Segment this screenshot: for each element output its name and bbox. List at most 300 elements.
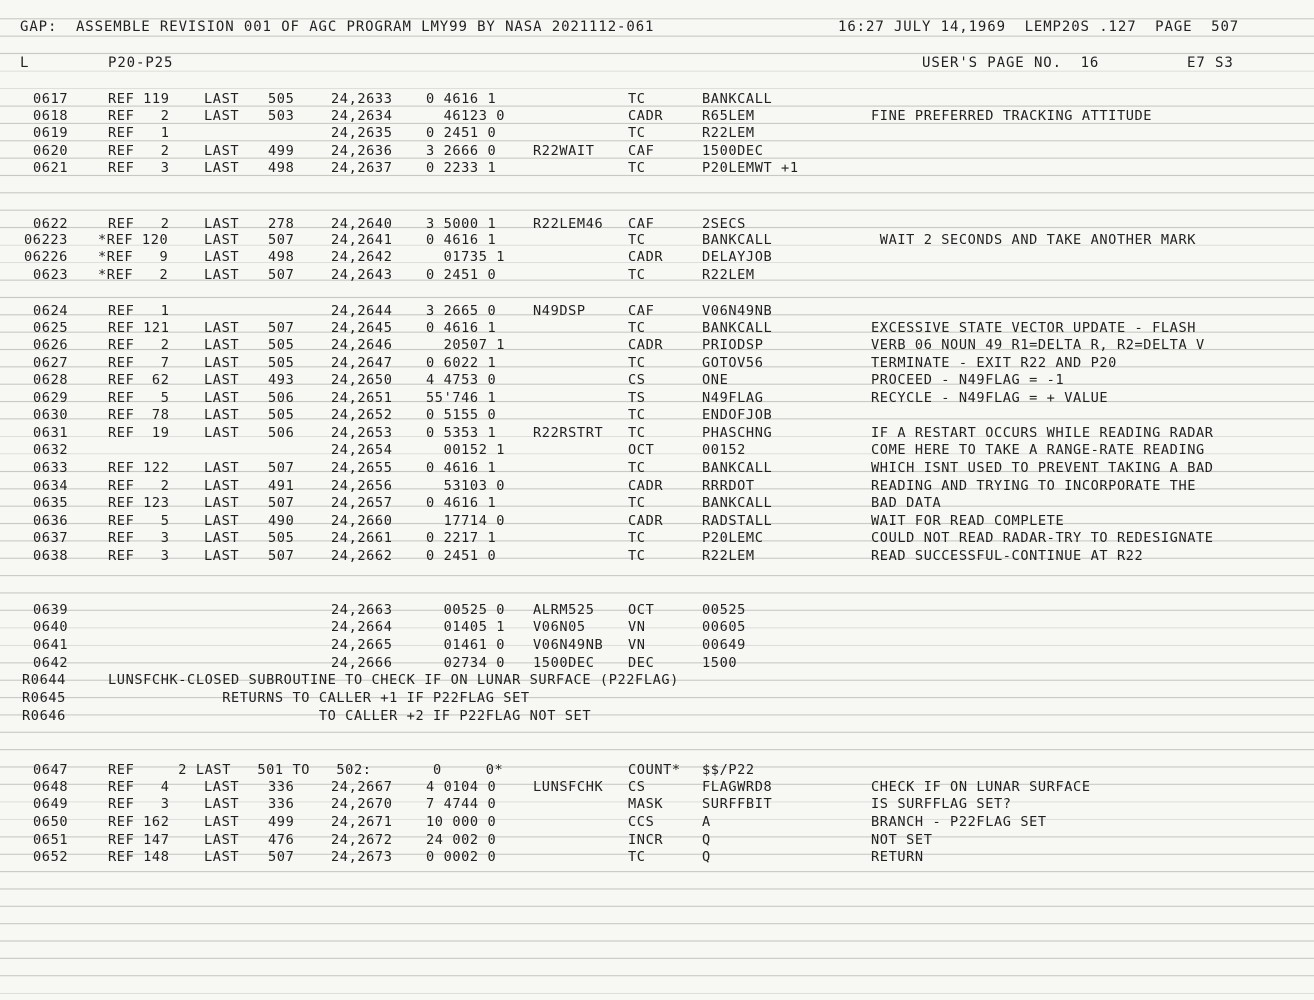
row-comment: IS SURFFLAG SET? bbox=[871, 796, 1012, 812]
row-operand: 00152 bbox=[702, 442, 746, 458]
row-op: CCS bbox=[628, 814, 655, 830]
row-ln: 0642 bbox=[33, 655, 69, 671]
row-n: 505 bbox=[268, 530, 295, 546]
row-ln: 0628 bbox=[33, 372, 69, 388]
row-operand: BANKCALL bbox=[702, 320, 773, 336]
row-operand: V06N49NB bbox=[702, 303, 773, 319]
row-ref: REF 4 bbox=[108, 779, 170, 795]
row-addr: 24,2666 bbox=[331, 655, 393, 671]
listing-row bbox=[0, 494, 1314, 512]
remark-text: LUNSFCHK-CLOSED SUBROUTINE TO CHECK IF ON LUNAR SURFACE (P22FLAG) bbox=[108, 672, 679, 688]
row-ref: REF 2 bbox=[108, 478, 170, 494]
row-operand: PRIODSP bbox=[702, 337, 764, 353]
row-op: CAF bbox=[628, 216, 655, 232]
row-op: CADR bbox=[628, 513, 664, 529]
row-comment: FINE PREFERRED TRACKING ATTITUDE bbox=[871, 108, 1153, 124]
row-operand: Q bbox=[702, 849, 711, 865]
row-n: 506 bbox=[268, 390, 295, 406]
row-op: TC bbox=[628, 125, 646, 141]
row-code: 0 2451 0 bbox=[426, 548, 497, 564]
remark-row bbox=[0, 707, 1314, 725]
row-code: 4 0104 0 bbox=[426, 779, 497, 795]
row-addr: 24,2654 bbox=[331, 442, 393, 458]
row-op: TC bbox=[628, 91, 646, 107]
row-last: LAST bbox=[204, 216, 240, 232]
row-code: 3 2665 0 bbox=[426, 303, 497, 319]
row-addr: 24,2642 bbox=[331, 249, 393, 265]
row-last: LAST bbox=[204, 372, 240, 388]
listing-row bbox=[0, 778, 1314, 796]
row-op: TC bbox=[628, 548, 646, 564]
row-operand: 2SECS bbox=[702, 216, 746, 232]
row-n: 507 bbox=[268, 460, 295, 476]
row-op: OCT bbox=[628, 442, 655, 458]
row-operand: R22LEM bbox=[702, 548, 755, 564]
row-addr: 24,2651 bbox=[331, 390, 393, 406]
row-code: 46123 0 bbox=[426, 108, 506, 124]
row-addr: 24,2660 bbox=[331, 513, 393, 529]
row-code: 20507 1 bbox=[426, 337, 506, 353]
row-last: LAST bbox=[204, 232, 240, 248]
row-last: LAST bbox=[204, 249, 240, 265]
row-ln: 0620 bbox=[33, 143, 69, 159]
row-ref: REF 7 bbox=[108, 355, 170, 371]
row-n: 278 bbox=[268, 216, 295, 232]
remark-line-number: R0646 bbox=[22, 708, 66, 724]
row-ln: 0629 bbox=[33, 390, 69, 406]
row-ref: REF 2 bbox=[108, 337, 170, 353]
row-ref: REF 5 bbox=[108, 390, 170, 406]
listing-row bbox=[0, 654, 1314, 672]
row-ref: REF 2 bbox=[108, 143, 170, 159]
row-addr: 24,2663 bbox=[331, 602, 393, 618]
row-addr: 24,2634 bbox=[331, 108, 393, 124]
row-ref: REF 3 bbox=[108, 160, 170, 176]
row-operand: P20LEMC bbox=[702, 530, 764, 546]
listing-row bbox=[0, 636, 1314, 654]
row-ln: 0641 bbox=[33, 637, 69, 653]
row-ln: 0624 bbox=[33, 303, 69, 319]
row-comment: WHICH ISNT USED TO PREVENT TAKING A BAD bbox=[871, 460, 1214, 476]
remark-row bbox=[0, 671, 1314, 689]
row-op: DEC bbox=[628, 655, 655, 671]
listing-row bbox=[0, 795, 1314, 813]
row-label: V06N49NB bbox=[533, 637, 604, 653]
row-n: 498 bbox=[268, 160, 295, 176]
row-op: MASK bbox=[628, 796, 664, 812]
row-last: LAST bbox=[204, 355, 240, 371]
row-ln: 06223 bbox=[24, 232, 68, 248]
row-operand: R65LEM bbox=[702, 108, 755, 124]
row-op: CADR bbox=[628, 249, 664, 265]
row-op: CAF bbox=[628, 303, 655, 319]
listing-row bbox=[0, 159, 1314, 177]
row-label: V06N05 bbox=[533, 619, 586, 635]
row-n: 507 bbox=[268, 267, 295, 283]
row-code: 4 4753 0 bbox=[426, 372, 497, 388]
row-op: TS bbox=[628, 390, 646, 406]
row-operand: Q bbox=[702, 832, 711, 848]
row-operand: SURFFBIT bbox=[702, 796, 773, 812]
row-last: LAST bbox=[204, 425, 240, 441]
row-code: 53103 0 bbox=[426, 478, 506, 494]
row-ln: 06226 bbox=[24, 249, 68, 265]
row-comment: CHECK IF ON LUNAR SURFACE bbox=[871, 779, 1091, 795]
row-code: 0 4616 1 bbox=[426, 320, 497, 336]
row-addr: 24,2635 bbox=[331, 125, 393, 141]
row-addr: 24,2650 bbox=[331, 372, 393, 388]
row-ln: 0621 bbox=[33, 160, 69, 176]
row-addr: 24,2652 bbox=[331, 407, 393, 423]
row-n: 507 bbox=[268, 232, 295, 248]
row-label: R22WAIT bbox=[533, 143, 595, 159]
row-label: R22LEM46 bbox=[533, 216, 604, 232]
row-ref: REF 122 bbox=[108, 460, 170, 476]
row-n: 507 bbox=[268, 320, 295, 336]
row-ref: REF 147 bbox=[108, 832, 170, 848]
count-row bbox=[0, 761, 1314, 779]
listing-row bbox=[0, 266, 1314, 284]
row-code: 00525 0 bbox=[426, 602, 506, 618]
row-code: 0 2451 0 bbox=[426, 125, 497, 141]
listing-row bbox=[0, 529, 1314, 547]
row-ln: 0622 bbox=[33, 216, 69, 232]
row-comment: WAIT 2 SECONDS AND TAKE ANOTHER MARK bbox=[871, 232, 1197, 248]
row-operand: FLAGWRD8 bbox=[702, 779, 773, 795]
listing-row bbox=[0, 601, 1314, 619]
row-comment: WAIT FOR READ COMPLETE bbox=[871, 513, 1065, 529]
row-ln: 0649 bbox=[33, 796, 69, 812]
listing-row bbox=[0, 319, 1314, 337]
row-ln: 0635 bbox=[33, 495, 69, 511]
row-addr: 24,2636 bbox=[331, 143, 393, 159]
listing-row bbox=[0, 813, 1314, 831]
row-last: LAST bbox=[204, 143, 240, 159]
row-code: 0 2233 1 bbox=[426, 160, 497, 176]
row-n: 336 bbox=[268, 796, 295, 812]
row-last: LAST bbox=[204, 390, 240, 406]
row-op: TC bbox=[628, 460, 646, 476]
row-operand: A bbox=[702, 814, 711, 830]
row-comment: BAD DATA bbox=[871, 495, 942, 511]
listing-row bbox=[0, 248, 1314, 266]
row-code: 55'746 1 bbox=[426, 390, 497, 406]
row-ref: *REF 2 bbox=[98, 267, 169, 283]
row-n: 499 bbox=[268, 814, 295, 830]
row-ref: REF 119 bbox=[108, 91, 170, 107]
row-comment: READING AND TRYING TO INCORPORATE THE bbox=[871, 478, 1197, 494]
listing-row bbox=[0, 618, 1314, 636]
row-ln: 0617 bbox=[33, 91, 69, 107]
listing-row bbox=[0, 107, 1314, 125]
row-op: CS bbox=[628, 779, 646, 795]
row-n: 505 bbox=[268, 355, 295, 371]
row-op: CS bbox=[628, 372, 646, 388]
row-operand: R22LEM bbox=[702, 267, 755, 283]
header-title: GAP: ASSEMBLE REVISION 001 OF AGC PROGRAM LMY99 BY NASA 2021112-061 bbox=[20, 19, 655, 35]
row-addr: 24,2664 bbox=[331, 619, 393, 635]
listing-row bbox=[0, 389, 1314, 407]
row-ln: 0648 bbox=[33, 779, 69, 795]
row-last: LAST bbox=[204, 779, 240, 795]
row-last: LAST bbox=[204, 267, 240, 283]
row-addr: 24,2644 bbox=[331, 303, 393, 319]
row-comment: BRANCH - P22FLAG SET bbox=[871, 814, 1047, 830]
row-op: TC bbox=[628, 425, 646, 441]
row-addr: 24,2647 bbox=[331, 355, 393, 371]
subheader-code: E7 S3 bbox=[1187, 55, 1234, 71]
row-ln: 0625 bbox=[33, 320, 69, 336]
row-code: 01735 1 bbox=[426, 249, 506, 265]
listing-row bbox=[0, 231, 1314, 249]
row-label: ALRM525 bbox=[533, 602, 595, 618]
row-code: 0 4616 1 bbox=[426, 91, 497, 107]
row-ref: REF 1 bbox=[108, 303, 170, 319]
count-operand: $$/P22 bbox=[702, 762, 755, 778]
row-code: 01405 1 bbox=[426, 619, 506, 635]
row-n: 476 bbox=[268, 832, 295, 848]
row-addr: 24,2667 bbox=[331, 779, 393, 795]
row-comment: RECYCLE - N49FLAG = + VALUE bbox=[871, 390, 1109, 406]
row-n: 498 bbox=[268, 249, 295, 265]
listing-row bbox=[0, 477, 1314, 495]
row-n: 506 bbox=[268, 425, 295, 441]
row-ln: 0627 bbox=[33, 355, 69, 371]
row-ln: 0637 bbox=[33, 530, 69, 546]
row-ln: 0633 bbox=[33, 460, 69, 476]
row-ln: 0623 bbox=[33, 267, 69, 283]
row-code: 3 2666 0 bbox=[426, 143, 497, 159]
row-addr: 24,2655 bbox=[331, 460, 393, 476]
row-op: CAF bbox=[628, 143, 655, 159]
row-operand: R22LEM bbox=[702, 125, 755, 141]
row-ln: 0634 bbox=[33, 478, 69, 494]
row-ln: 0626 bbox=[33, 337, 69, 353]
row-addr: 24,2656 bbox=[331, 478, 393, 494]
listing-row bbox=[0, 424, 1314, 442]
row-last: LAST bbox=[204, 160, 240, 176]
row-ln: 0632 bbox=[33, 442, 69, 458]
row-op: CADR bbox=[628, 108, 664, 124]
row-ref: *REF 120 bbox=[98, 232, 169, 248]
listing-row bbox=[0, 459, 1314, 477]
remark-row bbox=[0, 689, 1314, 707]
row-ref: REF 2 bbox=[108, 216, 170, 232]
row-operand: ENDOFJOB bbox=[702, 407, 773, 423]
row-addr: 24,2653 bbox=[331, 425, 393, 441]
row-ref: REF 19 bbox=[108, 425, 170, 441]
row-last: LAST bbox=[204, 513, 240, 529]
row-op: TC bbox=[628, 267, 646, 283]
row-last: LAST bbox=[204, 796, 240, 812]
listing-row bbox=[0, 848, 1314, 866]
row-code: 24 002 0 bbox=[426, 832, 497, 848]
row-op: TC bbox=[628, 849, 646, 865]
row-op: VN bbox=[628, 619, 646, 635]
subheader-user-page: USER'S PAGE NO. 16 bbox=[922, 55, 1100, 71]
listing-row bbox=[0, 512, 1314, 530]
row-ln: 0619 bbox=[33, 125, 69, 141]
row-n: 507 bbox=[268, 495, 295, 511]
row-code: 0 2217 1 bbox=[426, 530, 497, 546]
row-op: CADR bbox=[628, 337, 664, 353]
row-ln: 0639 bbox=[33, 602, 69, 618]
row-n: 499 bbox=[268, 143, 295, 159]
row-code: 02734 0 bbox=[426, 655, 506, 671]
row-addr: 24,2646 bbox=[331, 337, 393, 353]
row-label: R22RSTRT bbox=[533, 425, 604, 441]
row-last: LAST bbox=[204, 478, 240, 494]
row-last: LAST bbox=[204, 814, 240, 830]
header-date-page: 16:27 JULY 14,1969 LEMP20S .127 PAGE 507 bbox=[838, 19, 1240, 35]
row-ref: REF 3 bbox=[108, 530, 170, 546]
row-n: 493 bbox=[268, 372, 295, 388]
row-last: LAST bbox=[204, 407, 240, 423]
row-comment: PROCEED - N49FLAG = -1 bbox=[871, 372, 1065, 388]
row-code: 00152 1 bbox=[426, 442, 506, 458]
row-code: 0 6022 1 bbox=[426, 355, 497, 371]
row-operand: RADSTALL bbox=[702, 513, 773, 529]
listing-row bbox=[0, 441, 1314, 459]
row-comment: IF A RESTART OCCURS WHILE READING RADAR bbox=[871, 425, 1214, 441]
row-ref: *REF 9 bbox=[98, 249, 169, 265]
row-ln: 0650 bbox=[33, 814, 69, 830]
row-op: OCT bbox=[628, 602, 655, 618]
row-operand: 1500DEC bbox=[702, 143, 764, 159]
listing-row bbox=[0, 90, 1314, 108]
row-ln: 0651 bbox=[33, 832, 69, 848]
row-comment: EXCESSIVE STATE VECTOR UPDATE - FLASH bbox=[871, 320, 1197, 336]
row-op: TC bbox=[628, 495, 646, 511]
row-ln: 0652 bbox=[33, 849, 69, 865]
listing-row bbox=[0, 371, 1314, 389]
row-ref: REF 123 bbox=[108, 495, 170, 511]
row-operand: P20LEMWT +1 bbox=[702, 160, 799, 176]
row-last: LAST bbox=[204, 460, 240, 476]
subheader-section: P20-P25 bbox=[108, 55, 174, 71]
row-operand: 00649 bbox=[702, 637, 746, 653]
remark-line-number: R0644 bbox=[22, 672, 66, 688]
row-operand: BANKCALL bbox=[702, 460, 773, 476]
row-ln: 0638 bbox=[33, 548, 69, 564]
row-code: 0 5353 1 bbox=[426, 425, 497, 441]
row-comment: RETURN bbox=[871, 849, 924, 865]
row-last: LAST bbox=[204, 495, 240, 511]
listing-row bbox=[0, 302, 1314, 320]
row-op: TC bbox=[628, 232, 646, 248]
row-operand: ONE bbox=[702, 372, 729, 388]
row-last: LAST bbox=[204, 320, 240, 336]
page-header bbox=[0, 18, 1314, 36]
row-comment: READ SUCCESSFUL-CONTINUE AT R22 bbox=[871, 548, 1144, 564]
row-op: VN bbox=[628, 637, 646, 653]
row-ln: 0636 bbox=[33, 513, 69, 529]
row-addr: 24,2672 bbox=[331, 832, 393, 848]
row-op: TC bbox=[628, 407, 646, 423]
row-comment: COULD NOT READ RADAR-TRY TO REDESIGNATE bbox=[871, 530, 1214, 546]
remark-line-number: R0645 bbox=[22, 690, 66, 706]
row-code: 7 4744 0 bbox=[426, 796, 497, 812]
listing-row bbox=[0, 336, 1314, 354]
listing-row bbox=[0, 354, 1314, 372]
row-addr: 24,2671 bbox=[331, 814, 393, 830]
listing-row bbox=[0, 124, 1314, 142]
row-op: TC bbox=[628, 320, 646, 336]
row-comment: COME HERE TO TAKE A RANGE-RATE READING bbox=[871, 442, 1205, 458]
row-ref: REF 2 bbox=[108, 108, 170, 124]
row-ref: REF 162 bbox=[108, 814, 170, 830]
subheader-l: L bbox=[20, 55, 30, 71]
row-operand: N49FLAG bbox=[702, 390, 764, 406]
row-op: TC bbox=[628, 530, 646, 546]
row-code: 17714 0 bbox=[426, 513, 506, 529]
row-ref: REF 5 bbox=[108, 513, 170, 529]
row-code: 0 4616 1 bbox=[426, 460, 497, 476]
row-n: 490 bbox=[268, 513, 295, 529]
row-addr: 24,2645 bbox=[331, 320, 393, 336]
row-code: 0 2451 0 bbox=[426, 267, 497, 283]
row-last: LAST bbox=[204, 108, 240, 124]
listing-row bbox=[0, 406, 1314, 424]
row-ref: REF 62 bbox=[108, 372, 170, 388]
row-n: 505 bbox=[268, 337, 295, 353]
row-op: CADR bbox=[628, 478, 664, 494]
row-addr: 24,2637 bbox=[331, 160, 393, 176]
row-last: LAST bbox=[204, 548, 240, 564]
row-addr: 24,2673 bbox=[331, 849, 393, 865]
row-last: LAST bbox=[204, 849, 240, 865]
row-ln: 0640 bbox=[33, 619, 69, 635]
row-label: LUNSFCHK bbox=[533, 779, 604, 795]
row-operand: BANKCALL bbox=[702, 91, 773, 107]
row-n: 505 bbox=[268, 91, 295, 107]
row-operand: RRRDOT bbox=[702, 478, 755, 494]
row-label: 1500DEC bbox=[533, 655, 595, 671]
row-last: LAST bbox=[204, 530, 240, 546]
row-last: LAST bbox=[204, 832, 240, 848]
row-comment: VERB 06 NOUN 49 R1=DELTA R, R2=DELTA V bbox=[871, 337, 1205, 353]
remark-text: TO CALLER +2 IF P22FLAG NOT SET bbox=[108, 708, 592, 724]
count-text: REF 2 LAST 501 TO 502: 0 0* bbox=[108, 762, 504, 778]
row-op: TC bbox=[628, 160, 646, 176]
row-last: LAST bbox=[204, 91, 240, 107]
row-ref: REF 3 bbox=[108, 548, 170, 564]
row-comment: TERMINATE - EXIT R22 AND P20 bbox=[871, 355, 1117, 371]
row-n: 505 bbox=[268, 407, 295, 423]
row-ref: REF 148 bbox=[108, 849, 170, 865]
row-n: 491 bbox=[268, 478, 295, 494]
row-code: 10 000 0 bbox=[426, 814, 497, 830]
row-operand: BANKCALL bbox=[702, 495, 773, 511]
row-addr: 24,2640 bbox=[331, 216, 393, 232]
row-ln: 0618 bbox=[33, 108, 69, 124]
row-ref: REF 1 bbox=[108, 125, 170, 141]
row-addr: 24,2662 bbox=[331, 548, 393, 564]
count-op: COUNT* bbox=[628, 762, 681, 778]
row-op: TC bbox=[628, 355, 646, 371]
listing-row bbox=[0, 831, 1314, 849]
row-ln: 0630 bbox=[33, 407, 69, 423]
row-addr: 24,2661 bbox=[331, 530, 393, 546]
row-code: 0 0002 0 bbox=[426, 849, 497, 865]
page-subheader bbox=[0, 54, 1314, 72]
row-op: INCR bbox=[628, 832, 664, 848]
row-operand: PHASCHNG bbox=[702, 425, 773, 441]
row-n: 336 bbox=[268, 779, 295, 795]
row-n: 503 bbox=[268, 108, 295, 124]
row-ref: REF 78 bbox=[108, 407, 170, 423]
row-code: 0 4616 1 bbox=[426, 232, 497, 248]
